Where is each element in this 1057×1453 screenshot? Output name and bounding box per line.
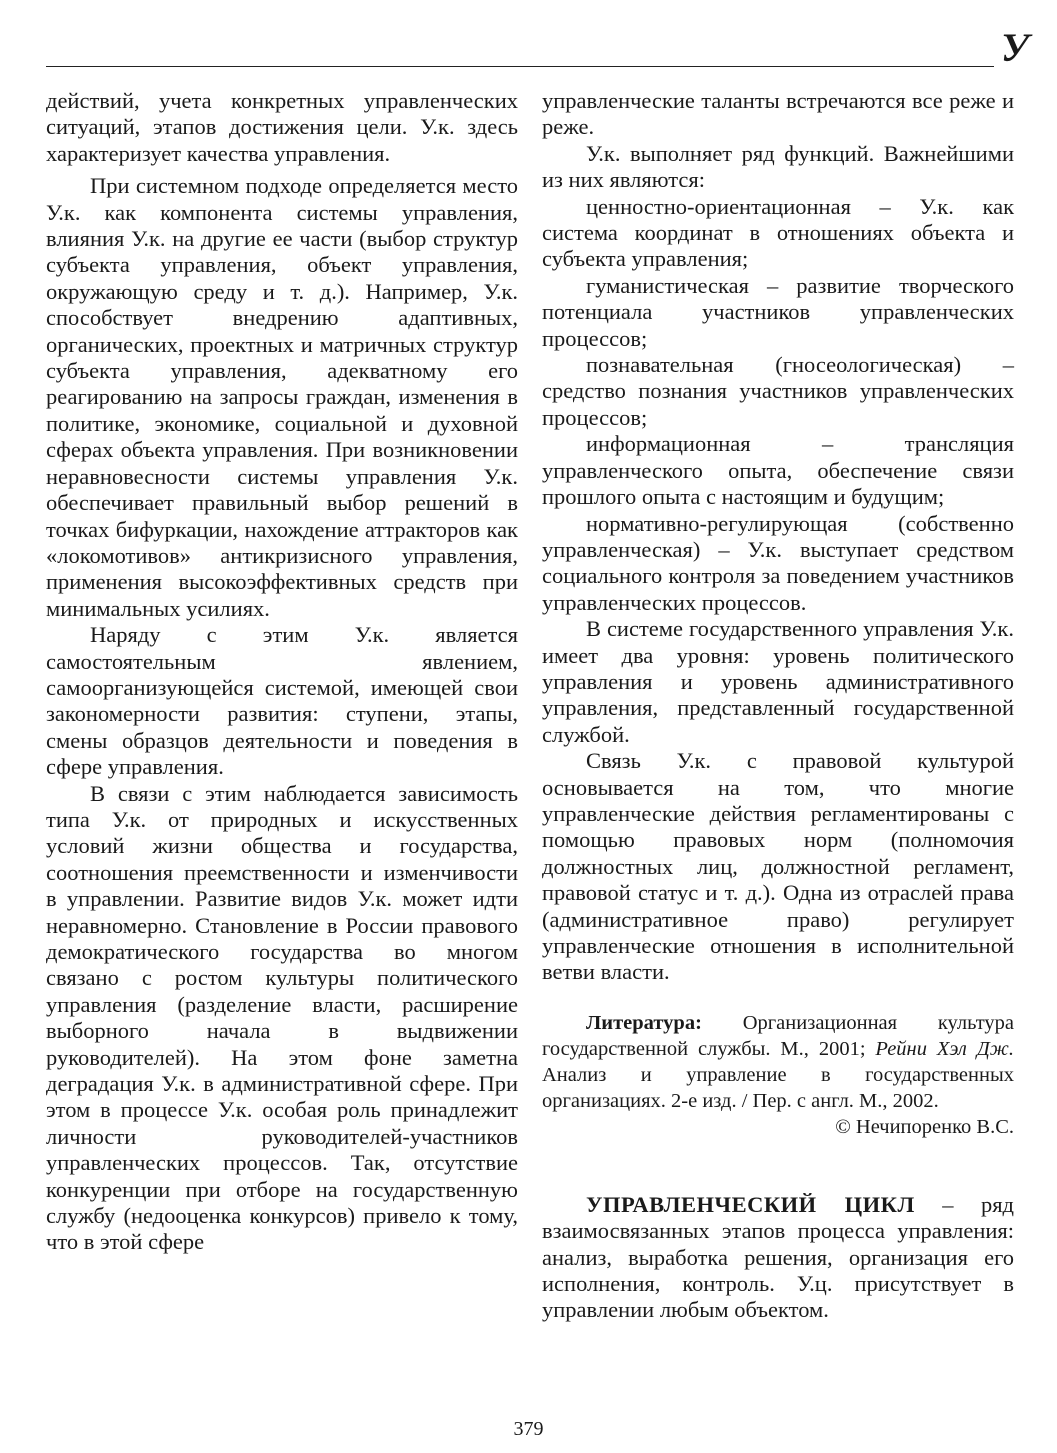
left-column [46, 88, 518, 1256]
literature [542, 1010, 1014, 1114]
paragraph: Связь У.к. с правовой культурой основывается на том, что многие управленческие действия регламентированы с помощью правовых норм (полномочия должностных лиц, должностной регламент, правовой статус и т. д.). Одна из отраслей права (административное право) регулирует управленческие отношения в исполнительной ветви власти. [542, 748, 1014, 985]
literature-author: Рейни Хэл Дж. [875, 1037, 1014, 1060]
literature-text: Организационная культура государственной службы. М., 2001; [542, 1011, 1014, 1060]
paragraph: В связи с этим наблюдается зависимость типа У.к. от природных и искусственных условий жизни общества и государства, соотношения преемственности и изменчивости в управлении. Развитие видов У.к. может идти неравномерно. Становление в России правового демократического государства во многом связано с ростом культуры политического управления (разделение власти, расширение выборного начала в выдвижении руководителей). На этом фоне заметна деградация У.к. в административной сфере. При этом в процессе У.к. особая роль принадлежит личности руководителей-участников управленческих процессов. Так, отсутствие конкуренции при отборе на государственную службу (недооценка конкурсов) привело к тому, что в этой сфере [46, 780, 518, 1255]
paragraph: действий, учета конкретных управленческих ситуаций, этапов достижения цели. У.к. здесь характеризует качества управления. [46, 88, 518, 166]
paragraph: У.к. выполняет ряд функций. Важнейшими из них являются: [542, 140, 1014, 193]
dictionary-entry [542, 1192, 1014, 1324]
function-item: познавательная (гносеологическая) – средство познания участников управленческих процессов; [542, 352, 1014, 430]
function-item: нормативно-регулирующая (собственно управленческая) – У.к. выступает средством социального контроля за поведением участников управленческих процессов. [542, 510, 1014, 615]
literature-text: Анализ и управление в государственных организациях. 2-е изд. / Пер. с англ. М., 2002. [542, 1063, 1014, 1112]
page-number: 379 [513, 1418, 544, 1440]
header-rule [46, 66, 994, 67]
entry-term: УПРАВЛЕНЧЕСКИЙ ЦИКЛ [586, 1191, 915, 1217]
function-item: гуманистическая – развитие творческого потенциала участников управленческих процессов; [542, 272, 1014, 351]
function-item: ценностно-ориентационная – У.к. как система координат в отношениях объекта и субъекта управления; [542, 193, 1014, 272]
right-column [542, 88, 1014, 1324]
paragraph: Наряду с этим У.к. является самостоятельным явлением, самоорганизующейся системой, имеющей свои закономерности развития: ступени, этапы, смены образцов деятельности и поведения в сфере управления. [46, 622, 518, 780]
function-item: информационная – трансляция управленческого опыта, обеспечение связи прошлого опыта с настоящим и будущим; [542, 431, 1014, 510]
copyright: © Нечипоренко В.С. [835, 1115, 1014, 1138]
section-letter: У [1001, 25, 1029, 70]
literature-label: Литература: [586, 1011, 702, 1034]
paragraph: В системе государственного управления У.к. имеет два уровня: уровень политического управления и уровень административного управления, представленный государственной службой. [542, 616, 1014, 747]
entry-definition: – ряд взаимосвязанных этапов процесса управления: анализ, выработка решения, организация его исполнения, контроль. У.ц. присутствует в управлении любым объектом. [542, 1191, 1014, 1323]
paragraph: управленческие таланты встречаются все реже и реже. [542, 88, 1014, 140]
paragraph: При системном подходе определяется место У.к. как компонента системы управления, влияния У.к. на другие ее части (выбор структур субъекта управления, объект управления, окружающую среду и т. д.). Например, У.к. способствует внедрению адаптивных, органических, проектных и матричных структур субъекта управления, адекватному его реагированию на запросы граждан, изменения в политике, экономике, социальной и духовной сферах объекта управления. При возникновении неравновесности системы управления У.к. обеспечивает правильный выбор решений в точках бифуркации, нахождение аттракторов как «локомотивов» антикризисного управления, применения высокоэффективных средств при минимальных усилиях. [46, 173, 518, 621]
